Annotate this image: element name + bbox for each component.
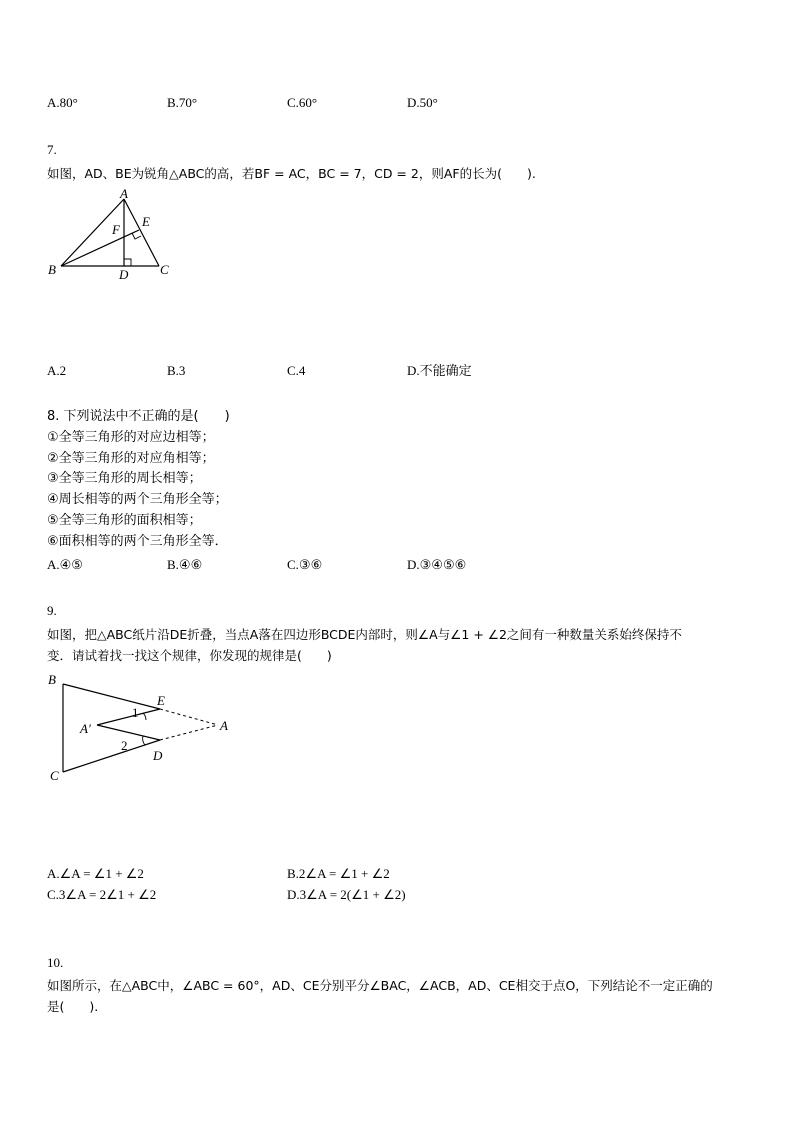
q8-option-b: B.④⑥	[167, 557, 203, 572]
q9-number: 9.	[47, 603, 57, 618]
q9-label-c: C	[50, 768, 59, 783]
q7-option-b: B.3	[167, 363, 186, 378]
q7-figure	[40, 186, 190, 286]
q7-label-b: B	[48, 262, 56, 277]
q7-side-ac	[124, 199, 159, 266]
q7-stem: 如图，AD、BE为锐角△ABC的高，若BF = AC，BC = 7，CD = 2，则AF的长为( ).	[47, 166, 536, 181]
q9-option-c: C.3∠A = 2∠1 + ∠2	[47, 887, 157, 902]
q7-option-a: A.2	[47, 363, 67, 378]
q9-label-angle1: 1	[132, 705, 139, 720]
q9-option-a: A.∠A = ∠1 + ∠2	[47, 866, 144, 881]
q9-angle1-arc	[143, 713, 146, 720]
q9-option-b: B.2∠A = ∠1 + ∠2	[287, 866, 390, 881]
q6-option-b: B.70°	[167, 95, 198, 110]
q8-statement-5: ⑤全等三角形的面积相等；	[47, 513, 202, 528]
q8-stem: 8. 下列说法中不正确的是( )	[47, 409, 230, 424]
q9-fold-ad	[97, 725, 160, 740]
q7-label-d: D	[119, 267, 129, 282]
q9-stem-line1: 如图，把△ABC纸片沿DE折叠，当点A落在四边形BCDE内部时，则∠A与∠1 + ∠2之间有一种数量关系始终保持不	[47, 627, 682, 642]
q8-option-c: C.③⑥	[287, 557, 323, 572]
q8-statement-3: ③全等三角形的周长相等；	[47, 471, 202, 486]
q9-side-be	[63, 684, 160, 709]
q8-option-a: A.④⑤	[47, 557, 83, 572]
q9-dashed-ea	[160, 709, 218, 725]
q6-option-a: A.80°	[47, 95, 78, 110]
q7-label-e: E	[142, 214, 150, 229]
q10-stem-line2: 是( ).	[47, 999, 99, 1014]
q8-option-d: D.③④⑤⑥	[407, 557, 467, 572]
q8-statement-4: ④周长相等的两个三角形全等；	[47, 492, 228, 507]
q7-label-c: C	[160, 262, 169, 277]
q8-statement-2: ②全等三角形的对应角相等；	[47, 451, 215, 466]
q7-number: 7.	[47, 142, 57, 157]
q8-statement-1: ①全等三角形的对应边相等；	[47, 430, 215, 445]
q10-stem-line1: 如图所示，在△ABC中，∠ABC = 60°，AD、CE分别平分∠BAC，∠ACB，AD、CE相交于点O，下列结论不一定正确的	[47, 978, 713, 993]
q9-stem-line2: 变．请试着找一找这个规律，你发现的规律是( )	[47, 648, 332, 663]
q7-right-angle-e	[132, 233, 141, 239]
q9-label-e: E	[157, 693, 165, 708]
q9-label-a-prime: A′	[80, 721, 91, 736]
q6-option-d: D.50°	[407, 95, 438, 110]
q6-option-c: C.60°	[287, 95, 318, 110]
q9-side-cd	[63, 740, 160, 772]
q7-option-c: C.4	[287, 363, 306, 378]
q10-number: 10.	[47, 955, 64, 970]
q9-option-d: D.3∠A = 2(∠1 + ∠2)	[287, 887, 406, 902]
q9-dashed-da	[160, 725, 218, 740]
q7-option-d: D.不能确定	[407, 363, 472, 378]
q9-fold-ea	[97, 709, 160, 725]
q9-angle2-arc	[143, 736, 145, 745]
q9-label-d: D	[153, 748, 163, 763]
q7-right-angle-d	[124, 259, 131, 266]
q7-label-f: F	[112, 222, 120, 237]
q7-altitude-be	[61, 230, 139, 266]
q7-label-a: A	[120, 186, 128, 201]
q8-statement-6: ⑥面积相等的两个三角形全等．	[47, 534, 228, 549]
q9-figure	[40, 668, 240, 788]
q9-label-b: B	[48, 672, 56, 687]
q9-label-a: A	[220, 718, 228, 733]
q9-label-angle2: 2	[121, 738, 128, 753]
